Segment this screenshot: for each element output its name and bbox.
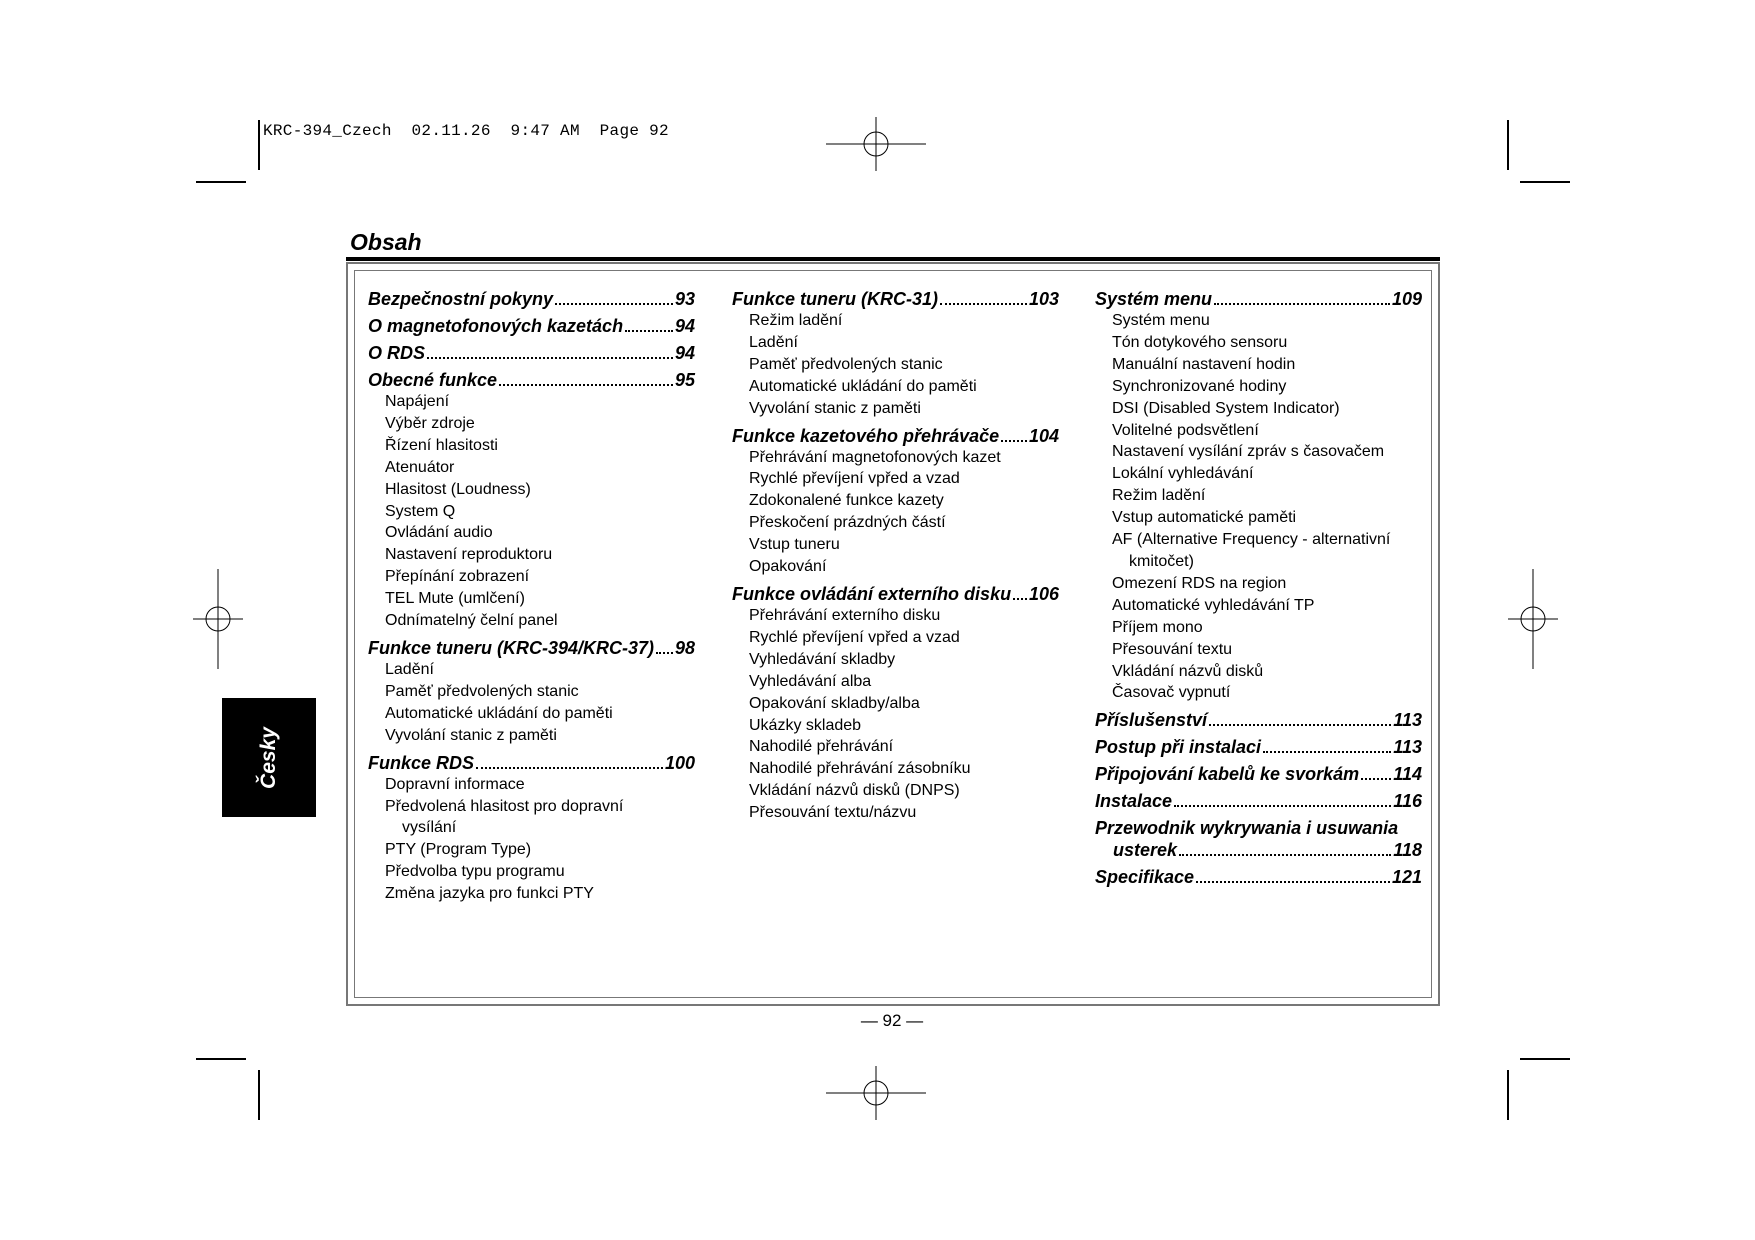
toc-subitem[interactable]: Přeskočení prázdných částí <box>749 514 946 532</box>
toc-subitem[interactable]: Ladění <box>385 660 434 678</box>
toc-subitem[interactable]: Nastavení reproduktoru <box>385 546 553 564</box>
toc-subitem[interactable]: Napájení <box>385 393 450 410</box>
toc-subitem[interactable]: Přehrávání magnetofonových kazet <box>749 448 1001 466</box>
toc-subitem[interactable]: DSI (Disabled System Indicator) <box>1112 399 1340 417</box>
registration-mark-left <box>193 569 243 669</box>
toc-subitem[interactable]: Paměť předvolených stanic <box>749 355 943 373</box>
registration-mark-bottom <box>826 1066 926 1120</box>
toc-subitem[interactable]: System Q <box>385 502 456 520</box>
crop-mark <box>1520 1058 1570 1060</box>
crop-mark <box>196 181 246 183</box>
crop-mark <box>1507 1070 1509 1120</box>
toc-subitem[interactable]: Přepínání zobrazení <box>385 568 530 586</box>
crop-mark <box>258 1070 260 1120</box>
toc-entry[interactable]: Bezpečnostní pokyny 93 <box>368 289 695 309</box>
toc-subitem[interactable]: Opakování skladby/alba <box>749 694 920 712</box>
toc-subitem[interactable]: Volitelné podsvětlení <box>1112 421 1259 439</box>
toc-entry[interactable]: Instalace 116 <box>1095 791 1422 812</box>
toc-subitem[interactable]: Rychlé převíjení vpřed a vzad <box>749 470 960 488</box>
toc-subitem[interactable]: Režim ladění <box>749 312 843 329</box>
toc-entry[interactable]: O magnetofonových kazetách 94 <box>368 316 695 336</box>
toc-subitem[interactable]: Manuální nastavení hodin <box>1112 355 1296 373</box>
toc-entry[interactable]: Příslušenství 113 <box>1095 710 1422 731</box>
toc-subitem[interactable]: Nahodilé přehrávání zásobníku <box>749 760 971 778</box>
toc-entry[interactable]: Připojování kabelů ke svorkám 114 <box>1095 764 1422 785</box>
toc-subitem[interactable]: Omezení RDS na region <box>1112 574 1287 592</box>
page-title: Obsah <box>350 229 422 255</box>
toc-entry[interactable]: Specifikace 121 <box>1095 867 1422 888</box>
toc-subitem[interactable]: Automatické vyhledávání TP <box>1112 596 1315 614</box>
toc-subitem[interactable]: Systém menu <box>1112 312 1210 329</box>
toc-subitem[interactable]: Ovládání audio <box>385 524 493 542</box>
toc-entry[interactable]: O RDS 94 <box>368 343 695 363</box>
toc-subitem[interactable]: Režim ladění <box>1112 487 1206 505</box>
toc-subitem[interactable]: Výběr zdroje <box>385 414 475 432</box>
toc-subitem[interactable]: Ladění <box>749 333 798 351</box>
language-tab-label: Česky <box>256 726 280 789</box>
toc-subitem[interactable]: Automatické ukládání do paměti <box>749 377 977 395</box>
toc-subitem[interactable]: Vyvolání stanic z paměti <box>749 399 921 417</box>
toc-subitem[interactable]: Vstup automatické paměti <box>1112 509 1297 527</box>
toc-subitem[interactable]: Řízení hlasitosti <box>385 436 498 454</box>
toc-subitem[interactable]: Atenuátor <box>385 458 455 476</box>
toc-column-1 <box>368 288 695 905</box>
toc-subitem[interactable]: Vstup tuneru <box>749 536 840 554</box>
toc-subitem[interactable]: Paměť předvolených stanic <box>385 682 579 700</box>
toc-subitem[interactable]: Vkládání názvů disků (DNPS) <box>749 782 960 800</box>
toc-subitem[interactable]: Ukázky skladeb <box>749 716 862 734</box>
title-rule <box>346 257 1440 261</box>
toc-subitem[interactable]: Automatické ukládání do paměti <box>385 704 613 722</box>
toc-column-2 <box>732 288 1059 824</box>
toc-subitem[interactable]: Přesouvání textu <box>1112 640 1233 658</box>
toc-subitem[interactable]: TEL Mute (umlčení) <box>385 590 525 608</box>
toc-subitem[interactable]: Rychlé převíjení vpřed a vzad <box>749 628 960 646</box>
toc-subitem[interactable]: Tón dotykového sensoru <box>1112 333 1288 351</box>
toc-subitem[interactable]: Přehrávání externího disku <box>749 606 941 624</box>
toc-subitem[interactable]: Opakování <box>749 558 827 576</box>
toc-entry[interactable]: Obecné funkce 95 <box>368 370 695 390</box>
toc-entry[interactable]: Funkce ovládání externího disku 106 <box>732 583 1059 604</box>
toc-entry[interactable]: Funkce tuneru (KRC-31) 103 <box>732 289 1059 309</box>
toc-subitem[interactable]: Hlasitost (Loudness) <box>385 480 531 498</box>
page-number: — 92 — <box>860 1011 924 1030</box>
toc-entry[interactable]: Funkce kazetového přehrávače 104 <box>732 425 1059 446</box>
toc-subitem[interactable]: Lokální vyhledávání <box>1112 465 1254 483</box>
toc-subitem[interactable]: Vyvolání stanic z paměti <box>385 726 557 744</box>
toc-subitem[interactable]: Vyhledávání alba <box>749 672 872 690</box>
toc-subitem[interactable]: Nastavení vysílání zpráv s časovačem <box>1112 443 1385 461</box>
toc-entry[interactable]: Przewodnik wykrywania i usuwania usterek 118 <box>1095 818 1422 861</box>
toc-entry[interactable]: Systém menu 109 <box>1095 289 1422 309</box>
toc-subitem[interactable]: Přesouvání textu/názvu <box>749 804 917 822</box>
toc-column-3 <box>1095 288 1422 888</box>
toc-subitem[interactable]: Odnímatelný čelní panel <box>385 612 558 630</box>
toc-subitem[interactable]: Předvolba typu programu <box>385 863 565 881</box>
toc-subitem[interactable]: Dopravní informace <box>385 775 525 793</box>
toc-subitem[interactable]: AF (Alternative Frequency - alternativní kmitočet) <box>1112 531 1391 570</box>
crop-mark <box>1507 120 1509 170</box>
toc-subitem[interactable]: Předvolená hlasitost pro dopravní vysílání <box>385 797 624 837</box>
toc-subitem[interactable]: PTY (Program Type) <box>385 841 532 859</box>
crop-mark <box>196 1058 246 1060</box>
toc-entry[interactable]: Funkce tuneru (KRC-394/KRC-37) 98 <box>368 637 695 658</box>
toc-subitem[interactable]: Vyhledávání skladby <box>749 650 896 668</box>
printer-slug: KRC-394_Czech 02.11.26 9:47 AM Page 92 <box>263 122 669 140</box>
toc-subitem[interactable]: Vkládání názvů disků <box>1112 662 1264 680</box>
registration-mark-right <box>1508 569 1558 669</box>
toc-subitem[interactable]: Změna jazyka pro funkci PTY <box>385 885 594 903</box>
toc-subitem[interactable]: Zdokonalené funkce kazety <box>749 492 944 510</box>
toc-entry[interactable]: Postup při instalaci 113 <box>1095 737 1422 758</box>
registration-mark-top <box>826 117 926 171</box>
crop-mark <box>258 120 260 170</box>
toc-subitem[interactable]: Příjem mono <box>1112 618 1203 636</box>
toc-subitem[interactable]: Časovač vypnutí <box>1112 684 1231 702</box>
crop-mark <box>1520 181 1570 183</box>
toc-subitem[interactable]: Synchronizované hodiny <box>1112 377 1287 395</box>
language-tab-label-wrap <box>222 698 316 817</box>
toc-subitem[interactable]: Nahodilé přehrávání <box>749 738 894 756</box>
toc-entry[interactable]: Funkce RDS 100 <box>368 752 695 773</box>
